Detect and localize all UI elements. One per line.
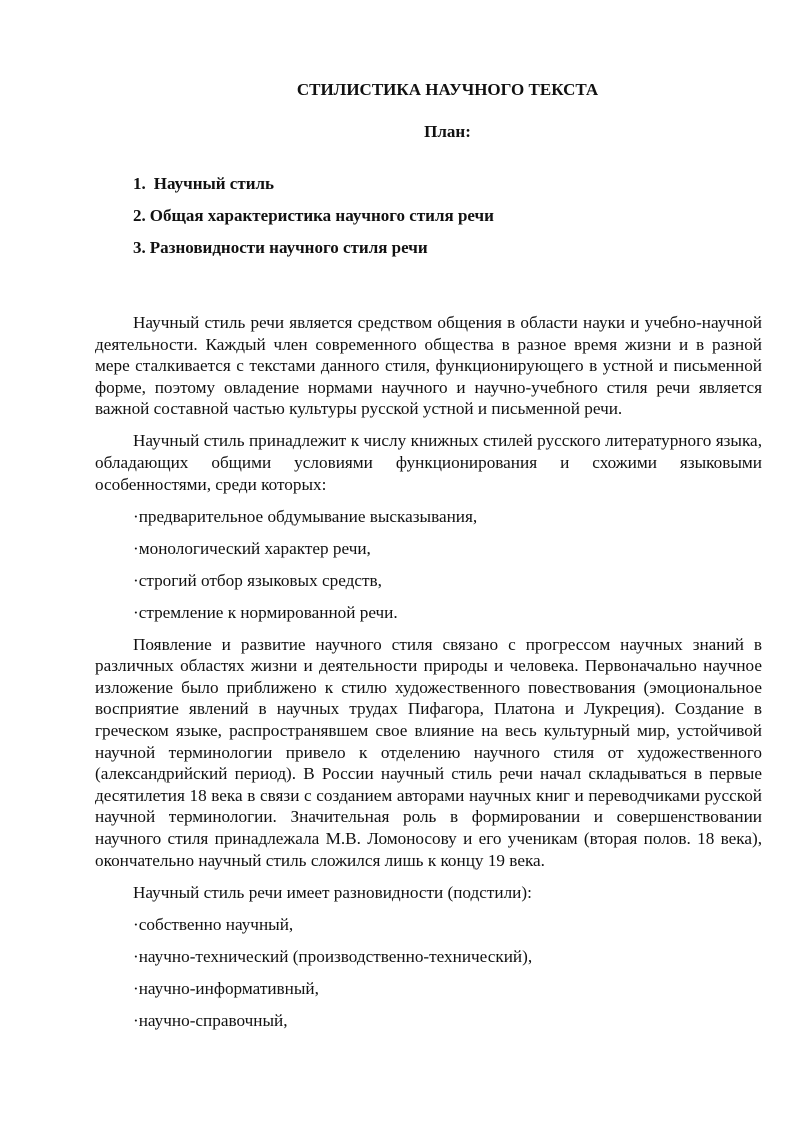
plan-item-text: Научный стиль: [153, 174, 275, 193]
plan-item-text: Общая характеристика научного стиля речи: [149, 206, 494, 225]
plan-item-number: 3.: [133, 238, 146, 257]
plan-item: [133, 206, 753, 238]
feature-item: ·строгий отбор языковых средств,: [133, 570, 382, 590]
paragraph-history: Появление и развитие научного стиля связано с прогрессом научных знаний в различных областях жизни и деятельности природы и человека. Первоначально научное изложение было приближено к стилю художественного повествования (эмоциональное восприятие явлений в научных трудах Пифагора, Платона и Лукреция). Создание в греческом языке, распространявшем свое влияние на весь культурный мир, устойчивой научной терминологии привело к отделению научного стиля от художественного (александрийский период). В России научный стиль речи начал складываться в первые десятилетия 18 века в связи с созданием авторами научных книг и переводчиками русской научной терминологии. Значительная роль в формировании и совершенствовании научного стиля принадлежала М.В. Ломоносову и его ученикам (вторая полов. 18 века), окончательно научный стиль сложился лишь к концу 19 века.: [95, 634, 762, 870]
plan-item-text: Разновидности научного стиля речи: [149, 238, 428, 257]
plan-list: [133, 174, 753, 270]
plan-item: [133, 238, 753, 270]
paragraph-substyles-intro: Научный стиль речи имеет разновидности (подстили):: [133, 882, 532, 902]
feature-item: ·предварительное обдумывание высказывания,: [133, 506, 478, 526]
plan-heading: План:: [424, 122, 471, 141]
paragraph-book-styles: Научный стиль принадлежит к числу книжных стилей русского литературного языка, обладающих общими условиями функционирования и схожими языковыми особенностями, среди которых:: [95, 431, 762, 494]
substyle-item: ·научно-справочный,: [133, 1010, 288, 1030]
plan-item-number: 1.: [133, 174, 146, 193]
substyle-item: ·научно-информативный,: [133, 978, 319, 998]
feature-item: ·стремление к нормированной речи.: [133, 602, 398, 622]
document-title: СТИЛИСТИКА НАУЧНОГО ТЕКСТА: [296, 80, 599, 99]
feature-item: ·монологический характер речи,: [133, 538, 371, 558]
paragraph-intro: Научный стиль речи является средством общения в области науки и учебно-научной деятельности. Каждый член современного общества в разное время жизни и в разной мере сталкивается с текстами данного стиля, функционирующего в устной и письменной форме, поэтому овладение нормами научного и научно-учебного стиля речи является важной составной частью культуры русской устной и письменной речи.: [95, 313, 762, 419]
body-text: [95, 312, 762, 1042]
plan-item-number: 2.: [133, 206, 146, 225]
substyle-item: ·научно-технический (производственно-технический),: [133, 946, 533, 966]
substyle-item: ·собственно научный,: [133, 914, 294, 934]
plan-item: [133, 174, 753, 206]
